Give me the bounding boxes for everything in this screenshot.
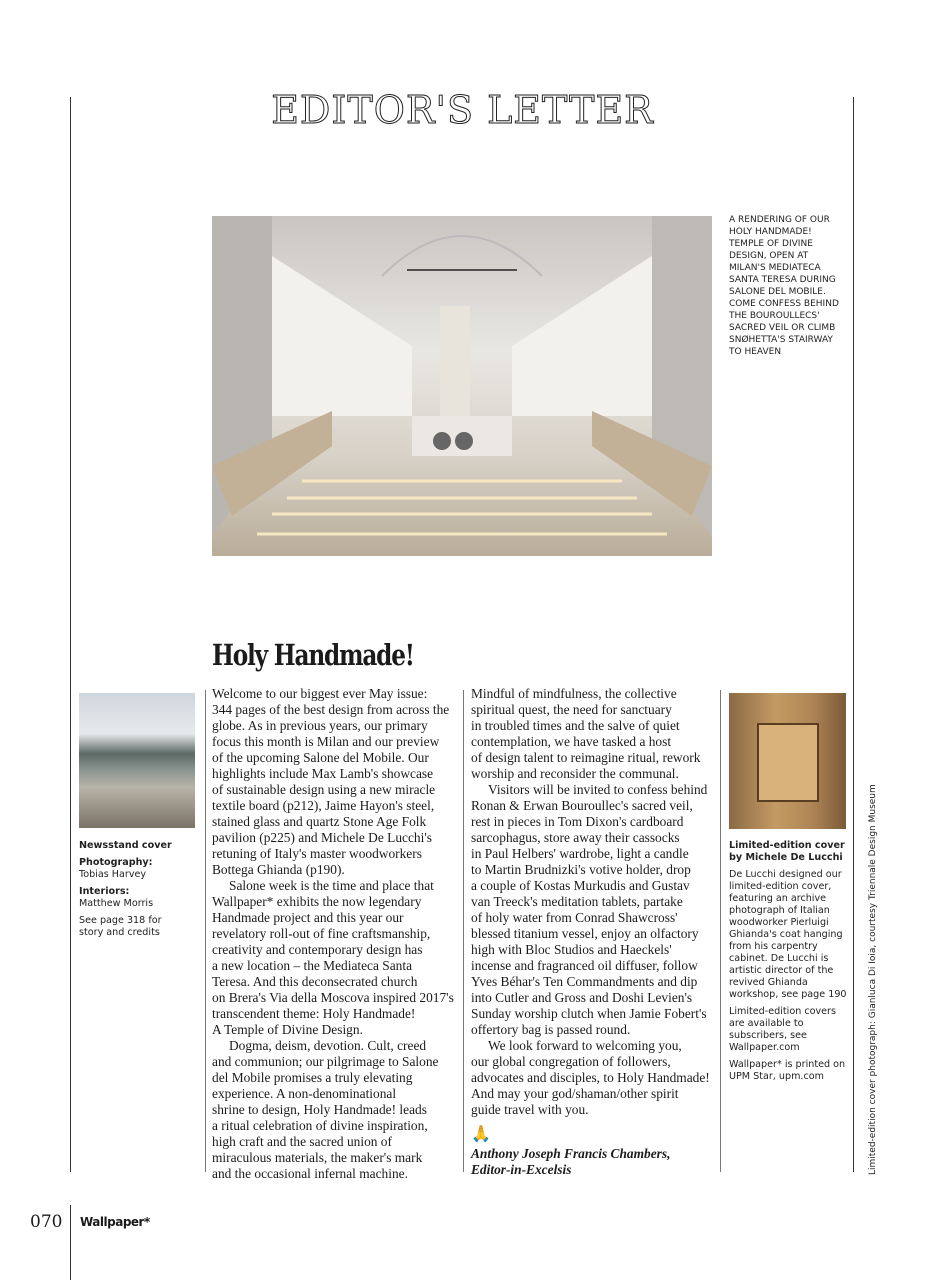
- limited-heading: Limited-edition cover by Michele De Lucchi: [729, 840, 845, 863]
- body-line: to Martin Brudnizki's votive holder, drop: [471, 862, 691, 877]
- interiors-name: Matthew Morris: [79, 898, 154, 909]
- headline: Holy Handmade!: [212, 638, 414, 672]
- body-line: of design talent to reimagine ritual, rework: [471, 750, 701, 765]
- body-line: Yves Béhar's Ten Commandments and dip: [471, 974, 698, 989]
- body-line: Visitors will be invited to confess behind: [488, 782, 708, 797]
- column-rule: [463, 690, 464, 1172]
- body-line: contemplation, we have tasked a host: [471, 734, 672, 749]
- newsstand-credits: [79, 840, 199, 939]
- body-line: globe. As in previous years, our primary: [212, 718, 428, 733]
- newsstand-heading: Newsstand cover: [79, 840, 172, 851]
- body-line: highlights include Max Lamb's showcase: [212, 766, 434, 781]
- limited-credits: [729, 840, 847, 1088]
- photography-label: Photography:: [79, 857, 153, 868]
- body-line: of sustainable design using a new miracle: [212, 782, 436, 797]
- page-title: EDITOR'S LETTER: [271, 88, 654, 132]
- body-line: Dogma, deism, devotion. Cult, creed: [229, 1038, 427, 1053]
- photographer-name: Tobias Harvey: [79, 869, 147, 880]
- body-line: high with Bloc Studios and Haeckels': [471, 942, 672, 957]
- body-line: revelatory roll-out of fine craftsmanship,: [212, 926, 431, 941]
- see-page-note: See page 318 for story and credits: [79, 915, 162, 938]
- body-column-1: [212, 686, 454, 1182]
- body-line: Sunday worship clutch when Jamie Fobert's: [471, 1006, 707, 1021]
- body-line: into Cutler and Gross and Doshi Levien's: [471, 990, 693, 1005]
- body-line: creativity and contemporary design has: [212, 942, 423, 957]
- body-line: Bottega Ghianda (p190).: [212, 862, 345, 877]
- body-line: Wallpaper* exhibits the now legendary: [212, 894, 422, 909]
- body-line: offertory bag is passed round.: [471, 1022, 631, 1037]
- folio-rule: [70, 1205, 71, 1280]
- body-line: textile board (p212), Jaime Hayon's steel,: [212, 798, 435, 813]
- body-line: and the occasional infernal machine.: [212, 1166, 408, 1181]
- body-line: of holy water from Conrad Shawcross': [471, 910, 678, 925]
- body-line: Salone week is the time and place that: [229, 878, 434, 893]
- right-rule: [853, 97, 854, 1172]
- body-line: And may your god/shaman/other spirit: [471, 1086, 679, 1101]
- printed-note: Wallpaper* is printed on UPM Star, upm.com: [729, 1059, 846, 1082]
- body-line: We look forward to welcoming you,: [488, 1038, 682, 1053]
- hero-image-church-rendering: [212, 216, 712, 556]
- body-line: our global congregation of followers,: [471, 1054, 671, 1069]
- body-line: pavilion (p225) and Michele De Lucchi's: [212, 830, 432, 845]
- signature: [471, 1146, 670, 1178]
- body-line: of the upcoming Salone del Mobile. Our: [212, 750, 429, 765]
- body-line: a couple of Kostas Murkudis and Gustav: [471, 878, 690, 893]
- body-line: high craft and the sacred union of: [212, 1134, 392, 1149]
- body-line: van Treeck's meditation tablets, partake: [471, 894, 683, 909]
- body-line: worship and reconsider the communal.: [471, 766, 679, 781]
- body-line: shrine to design, Holy Handmade! leads: [212, 1102, 427, 1117]
- body-line: focus this month is Milan and our preview: [212, 734, 440, 749]
- body-line: transcendent theme: Holy Handmade!: [212, 1006, 416, 1021]
- signature-name: Anthony Joseph Francis Chambers,: [471, 1146, 671, 1161]
- signature-title: Editor-in-Excelsis: [471, 1162, 572, 1177]
- limited-cover-thumbnail: [729, 693, 846, 829]
- body-line: rest in pieces in Tom Dixon's cardboard: [471, 814, 684, 829]
- body-line: a new location – the Mediateca Santa: [212, 958, 413, 973]
- hero-caption: A RENDERING OF OUR HOLY HANDMADE! TEMPLE OF DIVINE DESIGN, OPEN AT MILAN'S MEDIATECA SANTA TERESA DURING SALONE DEL MOBILE. COME CONFESS BEHIND THE BOUROULLECS' SACRED VEIL OR CLIMB SNØHETTA'S STAIRWAY TO HEAVEN: [729, 215, 839, 357]
- body-line: incense and fragranced oil diffuser, follow: [471, 958, 698, 973]
- body-column-2: [471, 686, 710, 1118]
- body-line: in troubled times and the salve of quiet: [471, 718, 680, 733]
- column-rule: [720, 690, 721, 1172]
- body-line: Handmade project and this year our: [212, 910, 404, 925]
- body-line: in Paul Helbers' wardrobe, light a candle: [471, 846, 689, 861]
- body-line: 344 pages of the best design from across the: [212, 702, 450, 717]
- column-rule: [205, 690, 206, 1172]
- brand-logo: Wallpaper*: [80, 1215, 150, 1229]
- body-line: and communion; our pilgrimage to Salone: [212, 1054, 439, 1069]
- body-line: a ritual celebration of divine inspiration,: [212, 1118, 428, 1133]
- body-line: stained glass and quartz Stone Age Folk: [212, 814, 427, 829]
- body-line: spiritual quest, the need for sanctuary: [471, 702, 672, 717]
- praying-hands-icon: 🙏: [471, 1126, 491, 1143]
- photo-credit: Limited-edition cover photograph: Gianluca Di Ioia, courtesy Triennale Design Museum: [868, 784, 878, 1175]
- body-line: sarcophagus, store away their cassocks: [471, 830, 680, 845]
- interiors-label: Interiors:: [79, 886, 130, 897]
- left-rule: [70, 97, 71, 1172]
- body-line: advocates and disciples, to Holy Handmade!: [471, 1070, 710, 1085]
- limited-body: De Lucchi designed our limited-edition cover, featuring an archive photograph of Italian woodworker Pierluigi Ghianda's coat hanging from his carpentry cabinet. De Lucchi is artistic director of the revived Ghianda workshop, see page 190: [729, 869, 847, 1000]
- body-line: blessed titanium vessel, enjoy an olfactory: [471, 926, 699, 941]
- newsstand-cover-thumbnail: [79, 693, 195, 828]
- body-line: A Temple of Divine Design.: [212, 1022, 363, 1037]
- body-line: Teresa. And this deconsecrated church: [212, 974, 418, 989]
- body-line: del Mobile promises a truly elevating: [212, 1070, 413, 1085]
- body-line: Ronan & Erwan Bouroullec's sacred veil,: [471, 798, 693, 813]
- body-line: guide travel with you.: [471, 1102, 589, 1117]
- body-line: experience. A non-denominational: [212, 1086, 397, 1101]
- body-line: retuning of Italy's master woodworkers: [212, 846, 422, 861]
- subscribers-note: Limited-edition covers are available to subscribers, see Wallpaper.com: [729, 1006, 836, 1053]
- page-number: 070: [30, 1212, 63, 1232]
- body-line: Mindful of mindfulness, the collective: [471, 686, 677, 701]
- body-line: on Brera's Via della Moscova inspired 2017's: [212, 990, 454, 1005]
- body-line: Welcome to our biggest ever May issue:: [212, 686, 428, 701]
- body-line: miraculous materials, the maker's mark: [212, 1150, 423, 1165]
